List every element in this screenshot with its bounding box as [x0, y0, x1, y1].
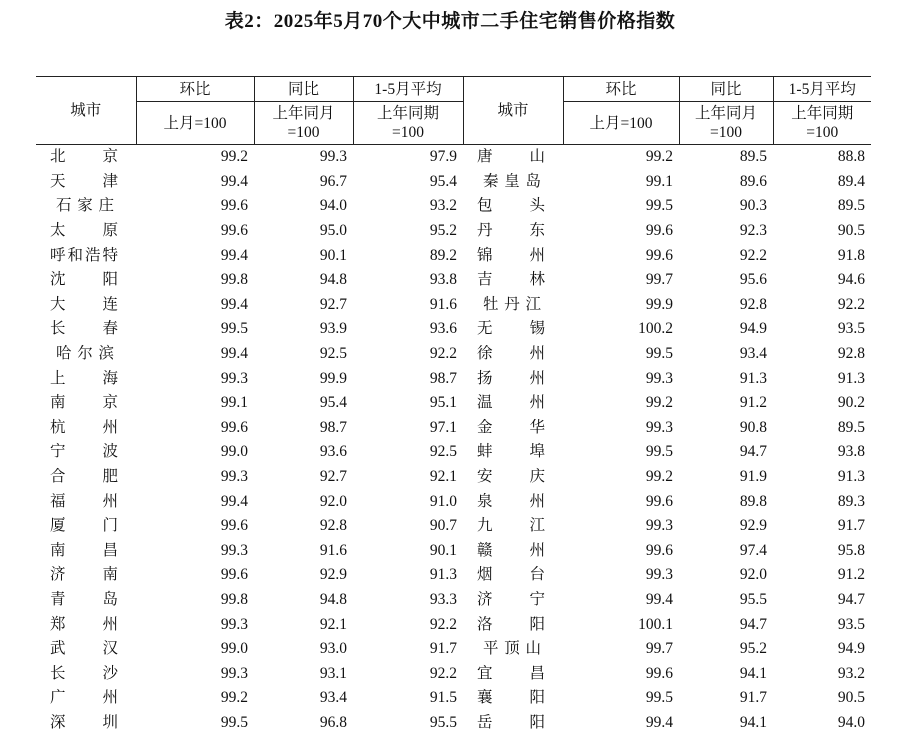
yoy-value-left: 99.3 — [254, 145, 353, 170]
mom-value-right: 99.5 — [563, 194, 679, 219]
city-label: 福州 — [50, 490, 118, 514]
mom-value-left: 99.4 — [136, 489, 254, 514]
city-name-left — [36, 342, 136, 367]
city-name-left — [36, 539, 136, 564]
header-avg-left: 1-5月平均 — [353, 77, 463, 102]
mom-value-left: 99.3 — [136, 612, 254, 637]
avg-value-right: 95.8 — [773, 539, 871, 564]
avg-value-right: 91.3 — [773, 465, 871, 490]
table-body — [36, 145, 871, 735]
table-row — [36, 711, 871, 735]
city-name-right — [463, 243, 563, 268]
yoy-value-right: 91.7 — [679, 686, 773, 711]
header-mom-base-right: 上月=100 — [563, 102, 679, 145]
city-name-right — [463, 391, 563, 416]
city-label: 厦门 — [50, 514, 118, 538]
city-label: 温州 — [477, 391, 545, 415]
mom-value-right: 99.4 — [563, 588, 679, 613]
header-yoy-base-right: 上年同月 =100 — [679, 102, 773, 145]
yoy-value-right: 94.1 — [679, 711, 773, 735]
city-label: 烟台 — [477, 563, 545, 587]
avg-value-right: 91.7 — [773, 514, 871, 539]
city-label: 宜昌 — [477, 662, 545, 686]
mom-value-left: 99.3 — [136, 661, 254, 686]
city-name-left — [36, 145, 136, 170]
city-label: 太原 — [50, 219, 118, 243]
avg-value-right: 90.5 — [773, 219, 871, 244]
avg-value-left: 91.0 — [353, 489, 463, 514]
avg-value-right: 93.8 — [773, 440, 871, 465]
yoy-value-right: 89.5 — [679, 145, 773, 170]
yoy-value-left: 98.7 — [254, 416, 353, 441]
mom-value-right: 99.5 — [563, 686, 679, 711]
mom-value-left: 99.5 — [136, 317, 254, 342]
header-avg-base-left: 上年同期 =100 — [353, 102, 463, 145]
city-name-right — [463, 686, 563, 711]
table-row — [36, 366, 871, 391]
city-name-right — [463, 416, 563, 441]
yoy-value-left: 92.7 — [254, 293, 353, 318]
table-row — [36, 588, 871, 613]
avg-value-right: 92.2 — [773, 293, 871, 318]
header-city-right: 城市 — [463, 77, 563, 145]
header-avg-right: 1-5月平均 — [773, 77, 871, 102]
avg-value-right: 89.4 — [773, 170, 871, 195]
mom-value-right: 100.1 — [563, 612, 679, 637]
city-label: 平顶山 — [483, 637, 541, 661]
city-name-left — [36, 465, 136, 490]
city-name-right — [463, 612, 563, 637]
city-label: 济宁 — [477, 588, 545, 612]
avg-value-left: 98.7 — [353, 366, 463, 391]
mom-value-left: 99.8 — [136, 588, 254, 613]
avg-value-left: 95.5 — [353, 711, 463, 735]
city-name-right — [463, 465, 563, 490]
avg-value-right: 89.5 — [773, 194, 871, 219]
avg-value-left: 92.5 — [353, 440, 463, 465]
city-name-left — [36, 686, 136, 711]
city-label: 襄阳 — [477, 686, 545, 710]
city-name-left — [36, 711, 136, 735]
yoy-value-left: 93.4 — [254, 686, 353, 711]
table-row — [36, 514, 871, 539]
city-label: 上海 — [50, 367, 118, 391]
mom-value-left: 99.5 — [136, 711, 254, 735]
yoy-value-left: 93.9 — [254, 317, 353, 342]
yoy-value-left: 99.9 — [254, 366, 353, 391]
yoy-value-right: 91.3 — [679, 366, 773, 391]
yoy-value-right: 94.1 — [679, 661, 773, 686]
city-name-left — [36, 588, 136, 613]
table-row — [36, 268, 871, 293]
mom-value-right: 99.1 — [563, 170, 679, 195]
mom-value-right: 99.7 — [563, 637, 679, 662]
yoy-value-left: 92.5 — [254, 342, 353, 367]
mom-value-right: 99.6 — [563, 243, 679, 268]
yoy-value-left: 94.0 — [254, 194, 353, 219]
yoy-value-left: 94.8 — [254, 588, 353, 613]
yoy-value-right: 94.7 — [679, 440, 773, 465]
yoy-value-right: 91.2 — [679, 391, 773, 416]
city-label: 徐州 — [477, 342, 545, 366]
city-name-right — [463, 588, 563, 613]
city-name-right — [463, 268, 563, 293]
mom-value-right: 99.6 — [563, 219, 679, 244]
yoy-value-right: 90.8 — [679, 416, 773, 441]
avg-value-right: 91.2 — [773, 563, 871, 588]
mom-value-right: 99.9 — [563, 293, 679, 318]
header-yoy-right: 同比 — [679, 77, 773, 102]
table-row — [36, 243, 871, 268]
avg-value-left: 97.1 — [353, 416, 463, 441]
city-label: 武汉 — [50, 637, 118, 661]
mom-value-left: 99.2 — [136, 686, 254, 711]
city-label: 蚌埠 — [477, 440, 545, 464]
mom-value-right: 99.3 — [563, 366, 679, 391]
city-name-left — [36, 391, 136, 416]
table-row — [36, 194, 871, 219]
yoy-value-right: 92.0 — [679, 563, 773, 588]
yoy-value-left: 91.6 — [254, 539, 353, 564]
city-label: 包头 — [477, 194, 545, 218]
header-mom-base-left: 上月=100 — [136, 102, 254, 145]
yoy-value-left: 92.9 — [254, 563, 353, 588]
table-row — [36, 317, 871, 342]
mom-value-right: 99.6 — [563, 539, 679, 564]
table-row — [36, 170, 871, 195]
city-name-left — [36, 170, 136, 195]
yoy-value-right: 92.3 — [679, 219, 773, 244]
yoy-value-right: 92.9 — [679, 514, 773, 539]
avg-value-left: 95.2 — [353, 219, 463, 244]
avg-value-right: 94.9 — [773, 637, 871, 662]
avg-value-right: 92.8 — [773, 342, 871, 367]
city-label: 北京 — [50, 145, 118, 169]
city-label: 呼和浩特 — [50, 244, 118, 268]
table-row — [36, 440, 871, 465]
yoy-value-right: 92.8 — [679, 293, 773, 318]
avg-value-right: 90.2 — [773, 391, 871, 416]
avg-value-right: 90.5 — [773, 686, 871, 711]
avg-value-left: 91.5 — [353, 686, 463, 711]
avg-value-right: 88.8 — [773, 145, 871, 170]
city-name-right — [463, 145, 563, 170]
city-label: 赣州 — [477, 539, 545, 563]
city-label: 青岛 — [50, 588, 118, 612]
avg-value-right: 91.3 — [773, 366, 871, 391]
city-label: 杭州 — [50, 416, 118, 440]
city-name-left — [36, 366, 136, 391]
avg-value-right: 93.5 — [773, 612, 871, 637]
city-label: 宁波 — [50, 440, 118, 464]
mom-value-right: 99.2 — [563, 465, 679, 490]
mom-value-right: 99.6 — [563, 489, 679, 514]
avg-value-left: 90.1 — [353, 539, 463, 564]
table-row — [36, 612, 871, 637]
yoy-value-right: 94.9 — [679, 317, 773, 342]
city-name-right — [463, 440, 563, 465]
mom-value-left: 99.1 — [136, 391, 254, 416]
city-name-left — [36, 661, 136, 686]
yoy-value-right: 91.9 — [679, 465, 773, 490]
mom-value-left: 99.4 — [136, 243, 254, 268]
yoy-value-left: 90.1 — [254, 243, 353, 268]
yoy-value-left: 93.1 — [254, 661, 353, 686]
city-label: 长春 — [50, 317, 118, 341]
city-name-right — [463, 539, 563, 564]
city-name-right — [463, 170, 563, 195]
table-row — [36, 293, 871, 318]
city-name-right — [463, 489, 563, 514]
city-label: 广州 — [50, 686, 118, 710]
mom-value-right: 99.5 — [563, 440, 679, 465]
mom-value-right: 100.2 — [563, 317, 679, 342]
city-name-left — [36, 440, 136, 465]
city-name-right — [463, 661, 563, 686]
city-name-left — [36, 268, 136, 293]
city-name-right — [463, 366, 563, 391]
mom-value-right: 99.3 — [563, 514, 679, 539]
avg-value-right: 89.3 — [773, 489, 871, 514]
city-name-left — [36, 489, 136, 514]
yoy-value-right: 92.2 — [679, 243, 773, 268]
table-row — [36, 637, 871, 662]
header-mom-right: 环比 — [563, 77, 679, 102]
table-row — [36, 539, 871, 564]
city-label: 金华 — [477, 416, 545, 440]
city-name-right — [463, 711, 563, 735]
header-avg-base-right: 上年同期 =100 — [773, 102, 871, 145]
city-label: 济南 — [50, 563, 118, 587]
city-name-right — [463, 293, 563, 318]
city-name-left — [36, 293, 136, 318]
city-name-left — [36, 612, 136, 637]
avg-value-right: 94.7 — [773, 588, 871, 613]
header-yoy-base-left: 上年同月 =100 — [254, 102, 353, 145]
yoy-value-left: 94.8 — [254, 268, 353, 293]
avg-value-left: 90.7 — [353, 514, 463, 539]
city-label: 南京 — [50, 391, 118, 415]
city-name-left — [36, 194, 136, 219]
mom-value-left: 99.2 — [136, 145, 254, 170]
mom-value-right: 99.5 — [563, 342, 679, 367]
city-label: 长沙 — [50, 662, 118, 686]
mom-value-left: 99.0 — [136, 637, 254, 662]
mom-value-left: 99.4 — [136, 170, 254, 195]
avg-value-left: 93.2 — [353, 194, 463, 219]
yoy-value-right: 93.4 — [679, 342, 773, 367]
avg-value-left: 92.2 — [353, 342, 463, 367]
table-row — [36, 391, 871, 416]
yoy-value-left: 92.0 — [254, 489, 353, 514]
mom-value-left: 99.3 — [136, 539, 254, 564]
city-name-right — [463, 563, 563, 588]
avg-value-left: 97.9 — [353, 145, 463, 170]
avg-value-left: 91.3 — [353, 563, 463, 588]
city-label: 深圳 — [50, 711, 118, 735]
yoy-value-right: 97.4 — [679, 539, 773, 564]
city-label: 安庆 — [477, 465, 545, 489]
yoy-value-left: 95.0 — [254, 219, 353, 244]
mom-value-left: 99.6 — [136, 563, 254, 588]
city-name-left — [36, 563, 136, 588]
city-label: 郑州 — [50, 613, 118, 637]
mom-value-right: 99.2 — [563, 391, 679, 416]
yoy-value-right: 94.7 — [679, 612, 773, 637]
table-row — [36, 686, 871, 711]
mom-value-left: 99.6 — [136, 416, 254, 441]
yoy-value-right: 95.6 — [679, 268, 773, 293]
avg-value-right: 93.2 — [773, 661, 871, 686]
city-name-right — [463, 219, 563, 244]
yoy-value-left: 92.8 — [254, 514, 353, 539]
yoy-value-left: 93.0 — [254, 637, 353, 662]
city-label: 无锡 — [477, 317, 545, 341]
city-label: 丹东 — [477, 219, 545, 243]
mom-value-left: 99.3 — [136, 465, 254, 490]
avg-value-left: 93.6 — [353, 317, 463, 342]
avg-value-left: 93.3 — [353, 588, 463, 613]
avg-value-right: 94.0 — [773, 711, 871, 735]
header-city-left: 城市 — [36, 77, 136, 145]
city-label: 牡丹江 — [483, 293, 541, 317]
avg-value-right: 93.5 — [773, 317, 871, 342]
table-row — [36, 465, 871, 490]
yoy-value-right: 95.2 — [679, 637, 773, 662]
table-title: 表2：2025年5月70个大中城市二手住宅销售价格指数 — [0, 6, 900, 33]
yoy-value-right: 89.6 — [679, 170, 773, 195]
avg-value-right: 89.5 — [773, 416, 871, 441]
header-yoy-left: 同比 — [254, 77, 353, 102]
yoy-value-left: 96.7 — [254, 170, 353, 195]
city-label: 天津 — [50, 170, 118, 194]
city-label: 大连 — [50, 293, 118, 317]
avg-value-left: 92.1 — [353, 465, 463, 490]
table-row — [36, 489, 871, 514]
header-mom-left: 环比 — [136, 77, 254, 102]
city-label: 石家庄 — [56, 194, 114, 218]
mom-value-left: 99.0 — [136, 440, 254, 465]
city-label: 吉林 — [477, 268, 545, 292]
mom-value-right: 99.2 — [563, 145, 679, 170]
mom-value-right: 99.3 — [563, 416, 679, 441]
table-row — [36, 219, 871, 244]
city-label: 锦州 — [477, 244, 545, 268]
avg-value-left: 95.4 — [353, 170, 463, 195]
mom-value-right: 99.6 — [563, 661, 679, 686]
yoy-value-left: 93.6 — [254, 440, 353, 465]
avg-value-left: 91.6 — [353, 293, 463, 318]
city-label: 哈尔滨 — [56, 342, 114, 366]
yoy-value-right: 95.5 — [679, 588, 773, 613]
avg-value-right: 94.6 — [773, 268, 871, 293]
city-label: 合肥 — [50, 465, 118, 489]
city-name-left — [36, 219, 136, 244]
yoy-value-left: 96.8 — [254, 711, 353, 735]
mom-value-right: 99.4 — [563, 711, 679, 735]
yoy-value-left: 92.7 — [254, 465, 353, 490]
city-name-right — [463, 342, 563, 367]
yoy-value-right: 89.8 — [679, 489, 773, 514]
yoy-value-left: 95.4 — [254, 391, 353, 416]
avg-value-left: 91.7 — [353, 637, 463, 662]
mom-value-left: 99.6 — [136, 514, 254, 539]
city-label: 沈阳 — [50, 268, 118, 292]
yoy-value-left: 92.1 — [254, 612, 353, 637]
city-label: 岳阳 — [477, 711, 545, 735]
avg-value-left: 92.2 — [353, 612, 463, 637]
mom-value-right: 99.3 — [563, 563, 679, 588]
mom-value-left: 99.8 — [136, 268, 254, 293]
city-name-right — [463, 194, 563, 219]
city-name-left — [36, 514, 136, 539]
mom-value-left: 99.6 — [136, 194, 254, 219]
avg-value-left: 89.2 — [353, 243, 463, 268]
city-name-left — [36, 637, 136, 662]
city-name-left — [36, 317, 136, 342]
table-row — [36, 342, 871, 367]
city-label: 洛阳 — [477, 613, 545, 637]
table-row — [36, 416, 871, 441]
city-name-left — [36, 416, 136, 441]
table-row — [36, 145, 871, 170]
avg-value-left: 92.2 — [353, 661, 463, 686]
city-label: 南昌 — [50, 539, 118, 563]
mom-value-left: 99.3 — [136, 366, 254, 391]
avg-value-left: 95.1 — [353, 391, 463, 416]
city-label: 扬州 — [477, 367, 545, 391]
mom-value-left: 99.4 — [136, 293, 254, 318]
mom-value-left: 99.4 — [136, 342, 254, 367]
city-label: 唐山 — [477, 145, 545, 169]
city-name-right — [463, 317, 563, 342]
city-label: 九江 — [477, 514, 545, 538]
table-row — [36, 563, 871, 588]
mom-value-right: 99.7 — [563, 268, 679, 293]
city-name-left — [36, 243, 136, 268]
city-name-right — [463, 637, 563, 662]
city-label: 泉州 — [477, 490, 545, 514]
city-label: 秦皇岛 — [483, 170, 541, 194]
yoy-value-right: 90.3 — [679, 194, 773, 219]
avg-value-right: 91.8 — [773, 243, 871, 268]
avg-value-left: 93.8 — [353, 268, 463, 293]
table-row — [36, 661, 871, 686]
price-index-table — [36, 76, 871, 735]
mom-value-left: 99.6 — [136, 219, 254, 244]
city-name-right — [463, 514, 563, 539]
